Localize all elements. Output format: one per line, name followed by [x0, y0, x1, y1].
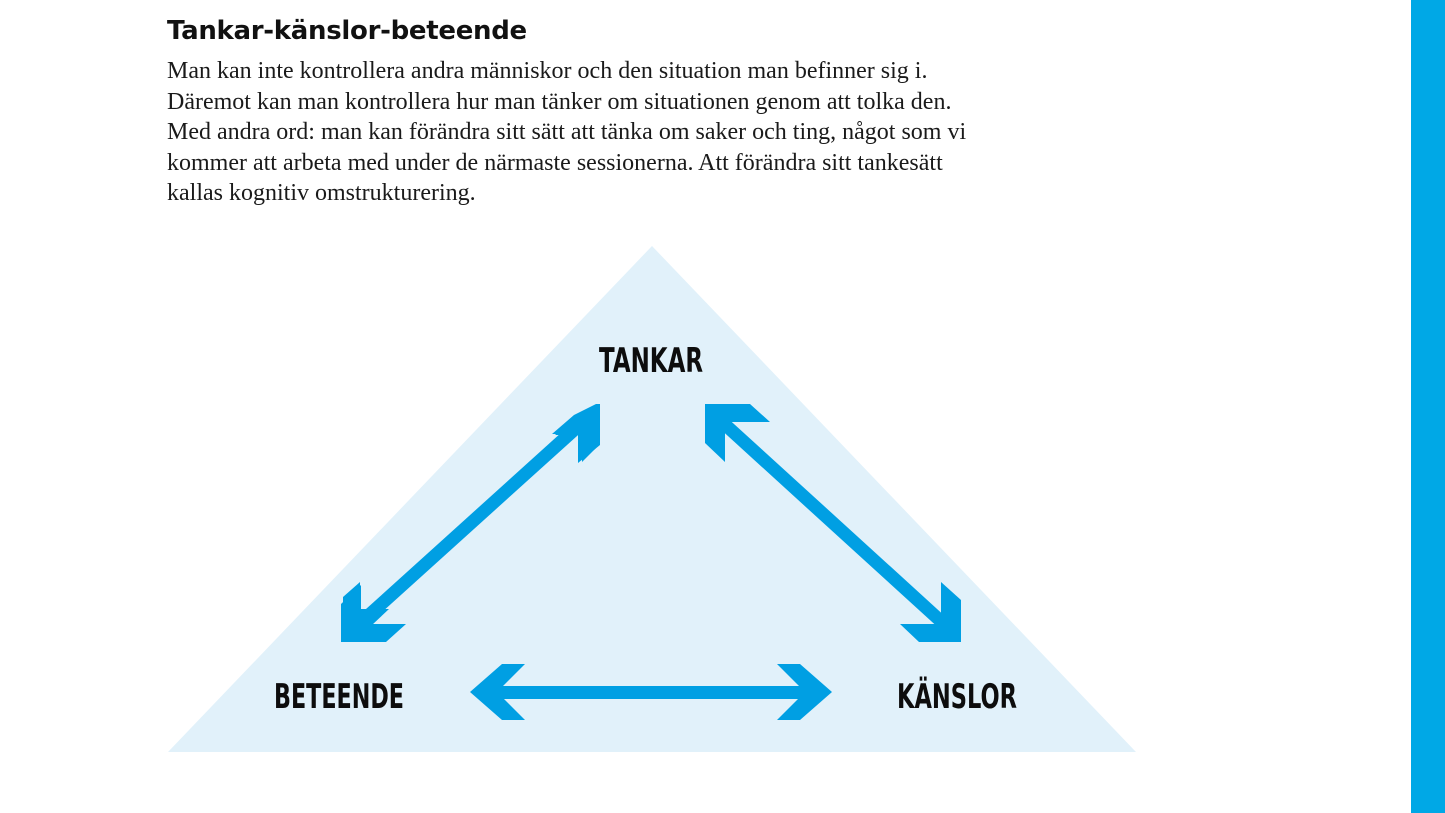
- node-label-feelings: KÄNSLOR: [897, 677, 1079, 717]
- paragraph-line: Med andra ord: man kan förändra sitt sätt att tänka om saker och ting, något som vi: [167, 119, 967, 145]
- node-label-thoughts: TANKAR: [599, 341, 703, 381]
- paragraph-line: kallas kognitiv omstrukturering.: [167, 180, 476, 206]
- section-heading: Tankar-känslor-beteende: [167, 16, 527, 46]
- paragraph-line: kommer att arbeta med under de närmaste sessionerna. Att förändra sitt tankesätt: [167, 149, 943, 176]
- node-label-behaviour: BETEENDE: [274, 677, 404, 717]
- paragraph-line: Man kan inte kontrollera andra människor och den situation man befinner sig i.: [167, 58, 928, 84]
- paragraph-line: Däremot kan man kontrollera hur man tänker om situationen genom att tolka den.: [167, 88, 952, 115]
- accent-side-bar: [1411, 0, 1445, 813]
